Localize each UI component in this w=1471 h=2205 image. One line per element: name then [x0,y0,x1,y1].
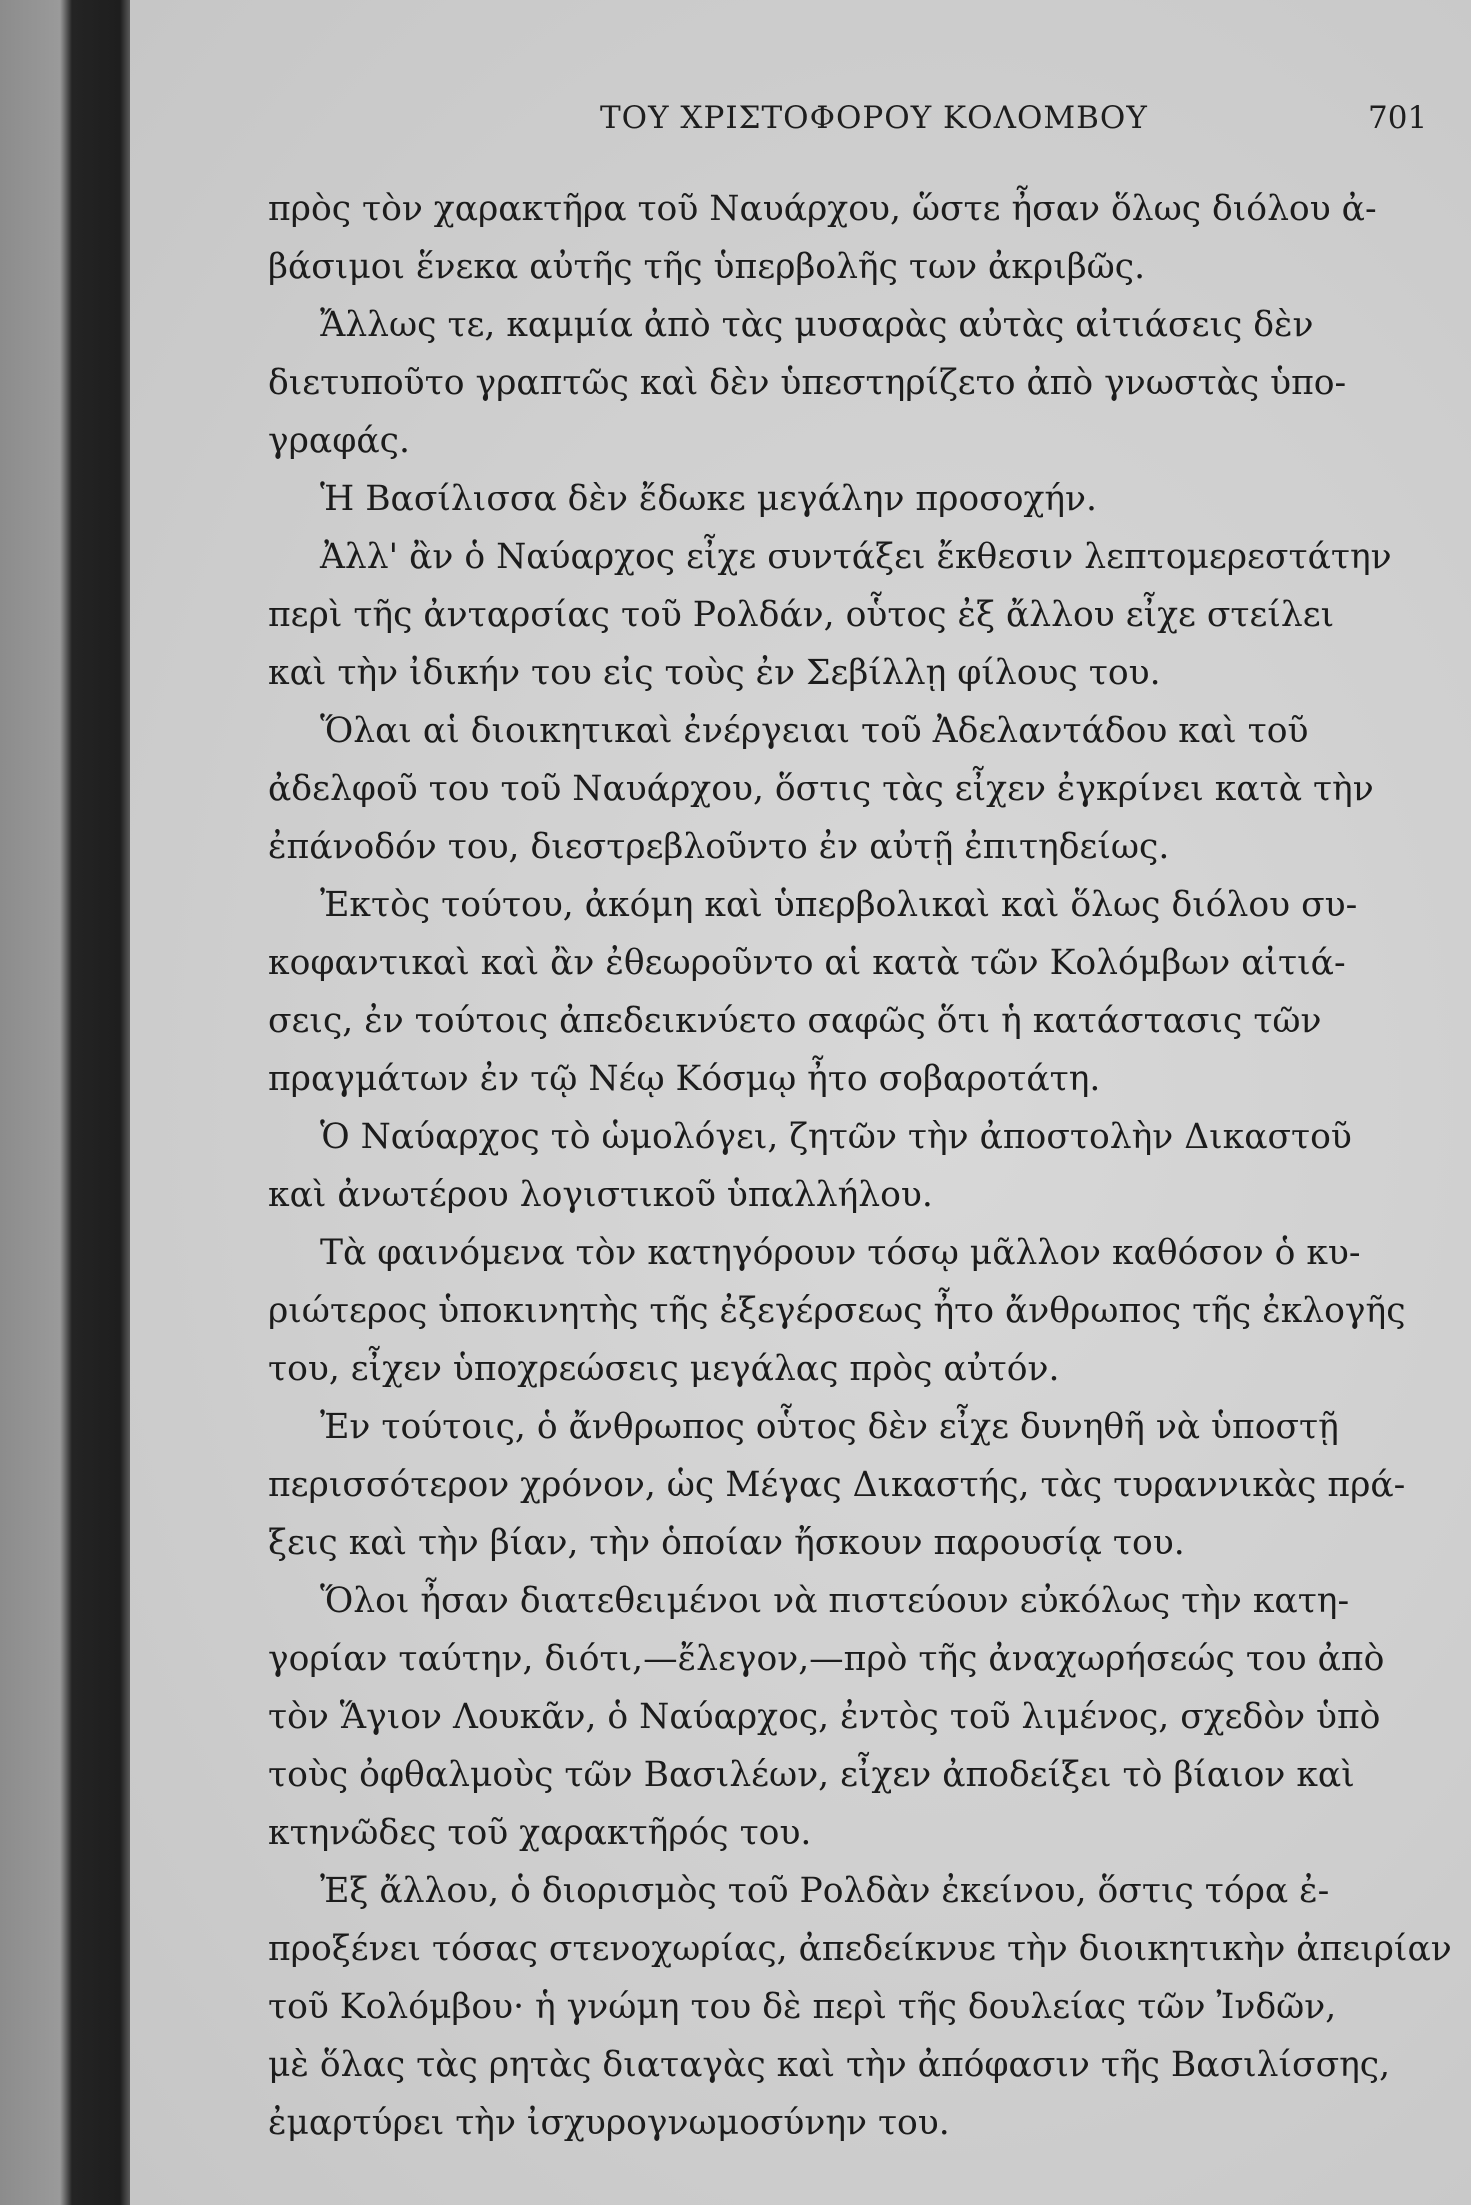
text-line: Ὁ Ναύαρχος τὸ ὡμολόγει, ζητῶν τὴν ἀποστολὴν Δικαστοῦ [320,1117,1352,1157]
text-line: μὲ ὅλας τὰς ρητὰς διαταγὰς καὶ τὴν ἀπόφασιν τῆς Βασιλίσσης, [268,2045,1391,2085]
text-line: διετυποῦτο γραπτῶς καὶ δὲν ὑπεστηρίζετο ἀπὸ γνωστὰς ὑπο- [268,363,1347,403]
text-line: ἐπάνοδόν του, διεστρεβλοῦντο ἐν αὐτῇ ἐπιτηδείως. [268,827,1170,867]
text-line: Ἡ Βασίλισσα δὲν ἔδωκε μεγάλην προσοχήν. [320,479,1097,519]
text-line: καὶ τὴν ἰδικήν του εἰς τοὺς ἐν Σεβίλλῃ φίλους του. [268,653,1161,693]
text-line: του, εἶχεν ὑποχρεώσεις μεγάλας πρὸς αὐτόν. [268,1349,1060,1389]
text-line: τὸν Ἅγιον Λουκᾶν, ὁ Ναύαρχος, ἐντὸς τοῦ λιμένος, σχεδὸν ὑπὸ [268,1697,1381,1737]
text-line: Ὅλοι ἦσαν διατεθειμένοι νὰ πιστεύουν εὐκόλως τὴν κατη- [320,1581,1350,1621]
text-body [268,180,1471,2152]
text-line: Τὰ φαινόμενα τὸν κατηγόρουν τόσῳ μᾶλλον καθόσον ὁ κυ- [320,1233,1361,1273]
text-line: Ἀλλ' ἂν ὁ Ναύαρχος εἶχε συντάξει ἔκθεσιν λεπτομερεστάτην [320,537,1392,577]
text-line: τοῦ Κολόμβου· ἡ γνώμη του δὲ περὶ τῆς δουλείας τῶν Ἰνδῶν, [268,1987,1337,2027]
text-line: Ἐκτὸς τούτου, ἀκόμη καὶ ὑπερβολικαὶ καὶ ὅλως διόλου συ- [320,885,1358,925]
text-line: πρὸς τὸν χαρακτῆρα τοῦ Ναυάρχου, ὥστε ἦσαν ὅλως διόλου ἀ- [268,189,1377,229]
text-line: σεις, ἐν τούτοις ἀπεδεικνύετο σαφῶς ὅτι ἡ κατάστασις τῶν [268,1001,1322,1041]
text-line: Ἄλλως τε, καμμία ἀπὸ τὰς μυσαρὰς αὐτὰς αἰτιάσεις δὲν [320,305,1314,345]
book-page [130,0,1471,2205]
text-line: κοφαντικαὶ καὶ ἂν ἐθεωροῦντο αἱ κατὰ τῶν Κολόμβων αἰτιά- [268,943,1346,983]
text-line: ἐμαρτύρει τὴν ἰσχυρογνωμοσύνην του. [268,2103,950,2143]
running-title: ΤΟΥ ΧΡΙΣΤΟΦΟΡΟΥ ΚΟΛΟΜΒΟΥ [600,100,1148,136]
text-line: Ἐν τούτοις, ὁ ἄνθρωπος οὗτος δὲν εἶχε δυνηθῆ νὰ ὑποστῇ [320,1407,1339,1447]
text-line: ριώτερος ὑποκινητὴς τῆς ἐξεγέρσεως ἦτο ἄνθρωπος τῆς ἐκλογῆς [268,1291,1406,1331]
text-line: κτηνῶδες τοῦ χαρακτῆρός του. [268,1813,812,1853]
text-line: ἀδελφοῦ του τοῦ Ναυάρχου, ὅστις τὰς εἶχεν ἐγκρίνει κατὰ τὴν [268,769,1374,809]
text-line: πραγμάτων ἐν τῷ Νέῳ Κόσμῳ ἦτο σοβαροτάτη. [268,1059,1101,1099]
text-line: γραφάς. [268,421,410,461]
book-spine-shadow [0,0,130,2205]
text-line: βάσιμοι ἕνεκα αὐτῆς τῆς ὑπερβολῆς των ἀκριβῶς. [268,247,1146,287]
text-line: καὶ ἀνωτέρου λογιστικοῦ ὑπαλλήλου. [268,1175,933,1215]
text-line: τοὺς ὀφθαλμοὺς τῶν Βασιλέων, εἶχεν ἀποδείξει τὸ βίαιον καὶ [268,1755,1355,1795]
text-line: ξεις καὶ τὴν βίαν, τὴν ὁποίαν ἤσκουν παρουσίᾳ του. [268,1523,1185,1563]
text-line: Ὅλαι αἱ διοικητικαὶ ἐνέργειαι τοῦ Ἀδελαντάδου καὶ τοῦ [320,711,1309,751]
text-line: γορίαν ταύτην, διότι,—ἔλεγον,—πρὸ τῆς ἀναχωρήσεώς του ἀπὸ [268,1639,1385,1679]
page-number: 701 [1368,100,1428,136]
text-line: περὶ τῆς ἀνταρσίας τοῦ Ρολδάν, οὗτος ἐξ ἄλλου εἶχε στείλει [268,595,1335,635]
text-line: περισσότερον χρόνον, ὡς Μέγας Δικαστής, τὰς τυραννικὰς πρά- [268,1465,1406,1505]
text-line: Ἐξ ἄλλου, ὁ διορισμὸς τοῦ Ρολδὰν ἐκείνου, ὅστις τόρα ἐ- [320,1871,1330,1911]
text-line: προξένει τόσας στενοχωρίας, ἀπεδείκνυε τὴν διοικητικὴν ἀπειρίαν [268,1929,1452,1969]
